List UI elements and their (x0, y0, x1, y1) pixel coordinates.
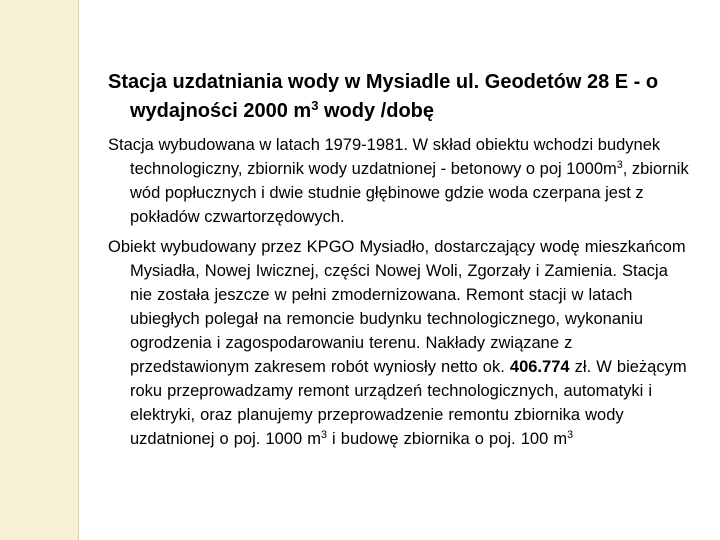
paragraph-renovation-details (108, 235, 692, 451)
side-decoration-band (0, 0, 79, 540)
paragraph2-superscript-2: 3 (567, 429, 574, 442)
paragraph2-text: Obiekt wybudowany przez KPGO Mysiadło, dostarczający wodę mieszkańcom Mysiadła, Nowej Iwicznej, części Nowej Woli, Zgorzały i Zamienia. Stacja nie została jeszcze w pełni zmodernizowana. Remont stacji w latach ubiegłych polegał na remoncie budynku technologicznego, wykonaniu ogrodzenia i zagospodarowaniu terenu. Nakłady związane z przedstawionym zakresem robót wyniosły netto ok. (108, 238, 686, 376)
paragraph2-text-end: i budowę zbiornika o poj. 100 m (326, 430, 568, 448)
paragraph1-superscript: 3 (616, 159, 623, 172)
renovation-cost-amount: 406.774 (509, 358, 570, 376)
slide-title (108, 68, 692, 126)
paragraph2-superscript-1: 3 (320, 429, 327, 442)
paragraph-station-description (108, 133, 692, 229)
paragraph1-text: Stacja wybudowana w latach 1979-1981. W skład obiektu wchodzi budynek technologiczny, zbiornik wody uzdatnionej - betonowy o poj 1000m (108, 136, 661, 178)
slide-content (108, 68, 692, 457)
paragraph2-text-middle: zł. W bieżącym roku przeprowadzamy remont urządzeń technologicznych, automatyki i elektryki, oraz planujemy przeprowadzenie remontu zbiornika wody uzdatnionej o poj. 1000 m (130, 358, 687, 448)
title-superscript: 3 (311, 97, 319, 113)
title-text-end: wody /dobę (318, 100, 434, 122)
paragraph1-text-end: , zbiornik wód popłucznych i dwie studnie głębinowe gdzie woda czerpana jest z pokładów czwartorzędowych. (130, 160, 689, 226)
title-text: Stacja uzdatniania wody w Mysiadle ul. Geodetów 28 E - o wydajności 2000 m (108, 71, 659, 122)
